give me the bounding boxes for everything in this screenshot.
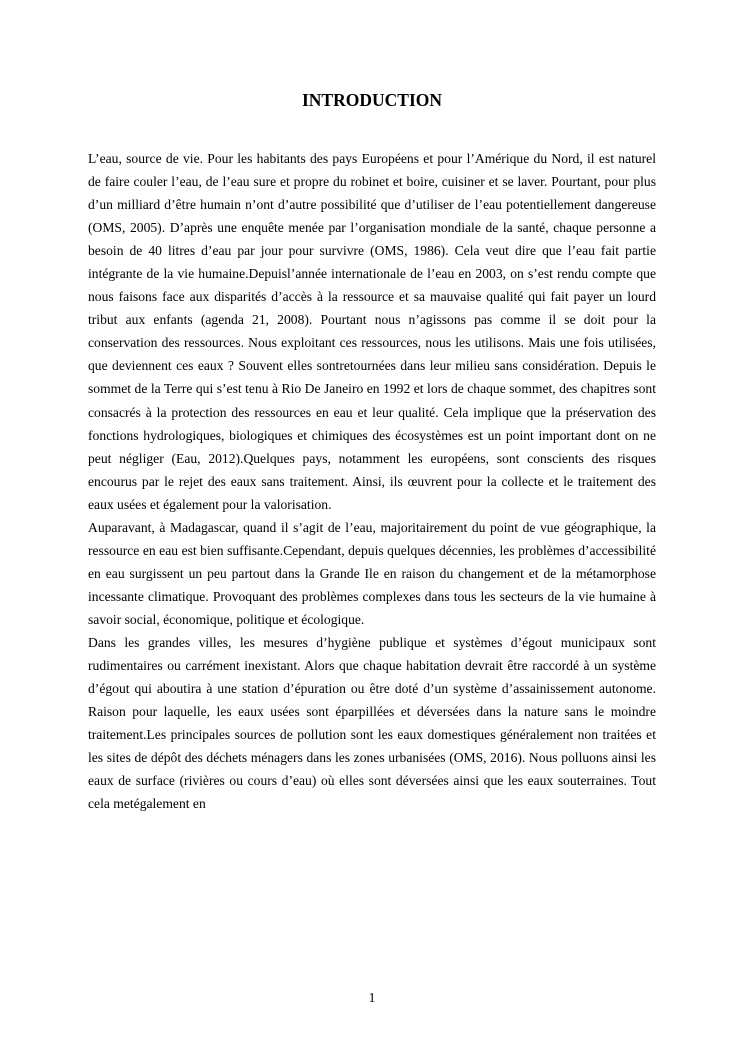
- paragraph-2: Auparavant, à Madagascar, quand il s’agit de l’eau, majoritairement du point de vue géographique, la ressource en eau est bien suffisante.Cependant, depuis quelques décennies, les problèmes d’accessibilité en eau surgissent un peu partout dans la Grande Ile en raison du changement et de la métamorphose incessante climatique. Provoquant des problèmes complexes dans tous les secteurs de la vie humaine à savoir social, économique, politique et écologique.: [88, 519, 656, 627]
- page-number: 1: [368, 990, 376, 1005]
- body-text: [88, 147, 656, 815]
- paragraph-1: L’eau, source de vie. Pour les habitants des pays Européens et pour l’Amérique du Nord, il est naturel de faire couler l’eau, de l’eau sure et propre du robinet et boire, cuisiner et se laver. Pourtant, pour plus d’un milliard d’être humain n’ont d’autre possibilité que d’utiliser de l’eau potentiellement dangereuse (OMS, 2005). D’après une enquête menée par l’organisation mondiale de la santé, chaque personne a besoin de 40 litres d’eau par jour pour survivre (OMS, 1986). Cela veut dire que l’eau fait partie intégrante de la vie humaine.Depuisl’année internationale de l’eau en 2003, on s’est rendu compte que nous faisons face aux disparités d’accès à la ressource et sa mauvaise qualité qui fait payer un lourd tribut aux enfants (agenda 21, 2008). Pourtant nous n’agissons pas comme il se doit pour la conservation des ressources. Nous exploitant ces ressources, nous les utilisons. Mais une fois utilisées, que deviennent ces eaux ? Souvent elles sontretournées dans leur milieu sans considération. Depuis le sommet de la Terre qui s’est tenu à Rio De Janeiro en 1992 et lors de chaque sommet, des chapitres sont consacrés à la protection des ressources en eau et leur qualité. Cela implique que la préservation des fonctions hydrologiques, biologiques et chimiques des écosystèmes est un point important dont on ne peut négliger (Eau, 2012).Quelques pays, notamment les européens, sont conscients des risques encourus par le rejet des eaux sans traitement. Ainsi, ils œuvrent pour la collecte et le traitement des eaux usées et également pour la valorisation.: [88, 151, 656, 512]
- paragraph-3: Dans les grandes villes, les mesures d’hygiène publique et systèmes d’égout municipaux sont rudimentaires ou carrément inexistant. Alors que chaque habitation devrait être raccordé à un système d’égout qui aboutira à une station d’épuration ou être doté d’un système d’assainissement autonome. Raison pour laquelle, les eaux usées sont éparpillées et déversées dans la nature sans le moindre traitement.Les principales sources de pollution sont les eaux domestiques généralement non traitées et les sites de dépôt des déchets ménagers dans les zones urbanisées (OMS, 2016). Nous polluons ainsi les eaux de surface (rivières ou cours d’eau) où elles sont déversées ainsi que les eaux souterraines. Tout cela metégalement en: [88, 634, 656, 812]
- page-title: INTRODUCTION: [301, 90, 443, 110]
